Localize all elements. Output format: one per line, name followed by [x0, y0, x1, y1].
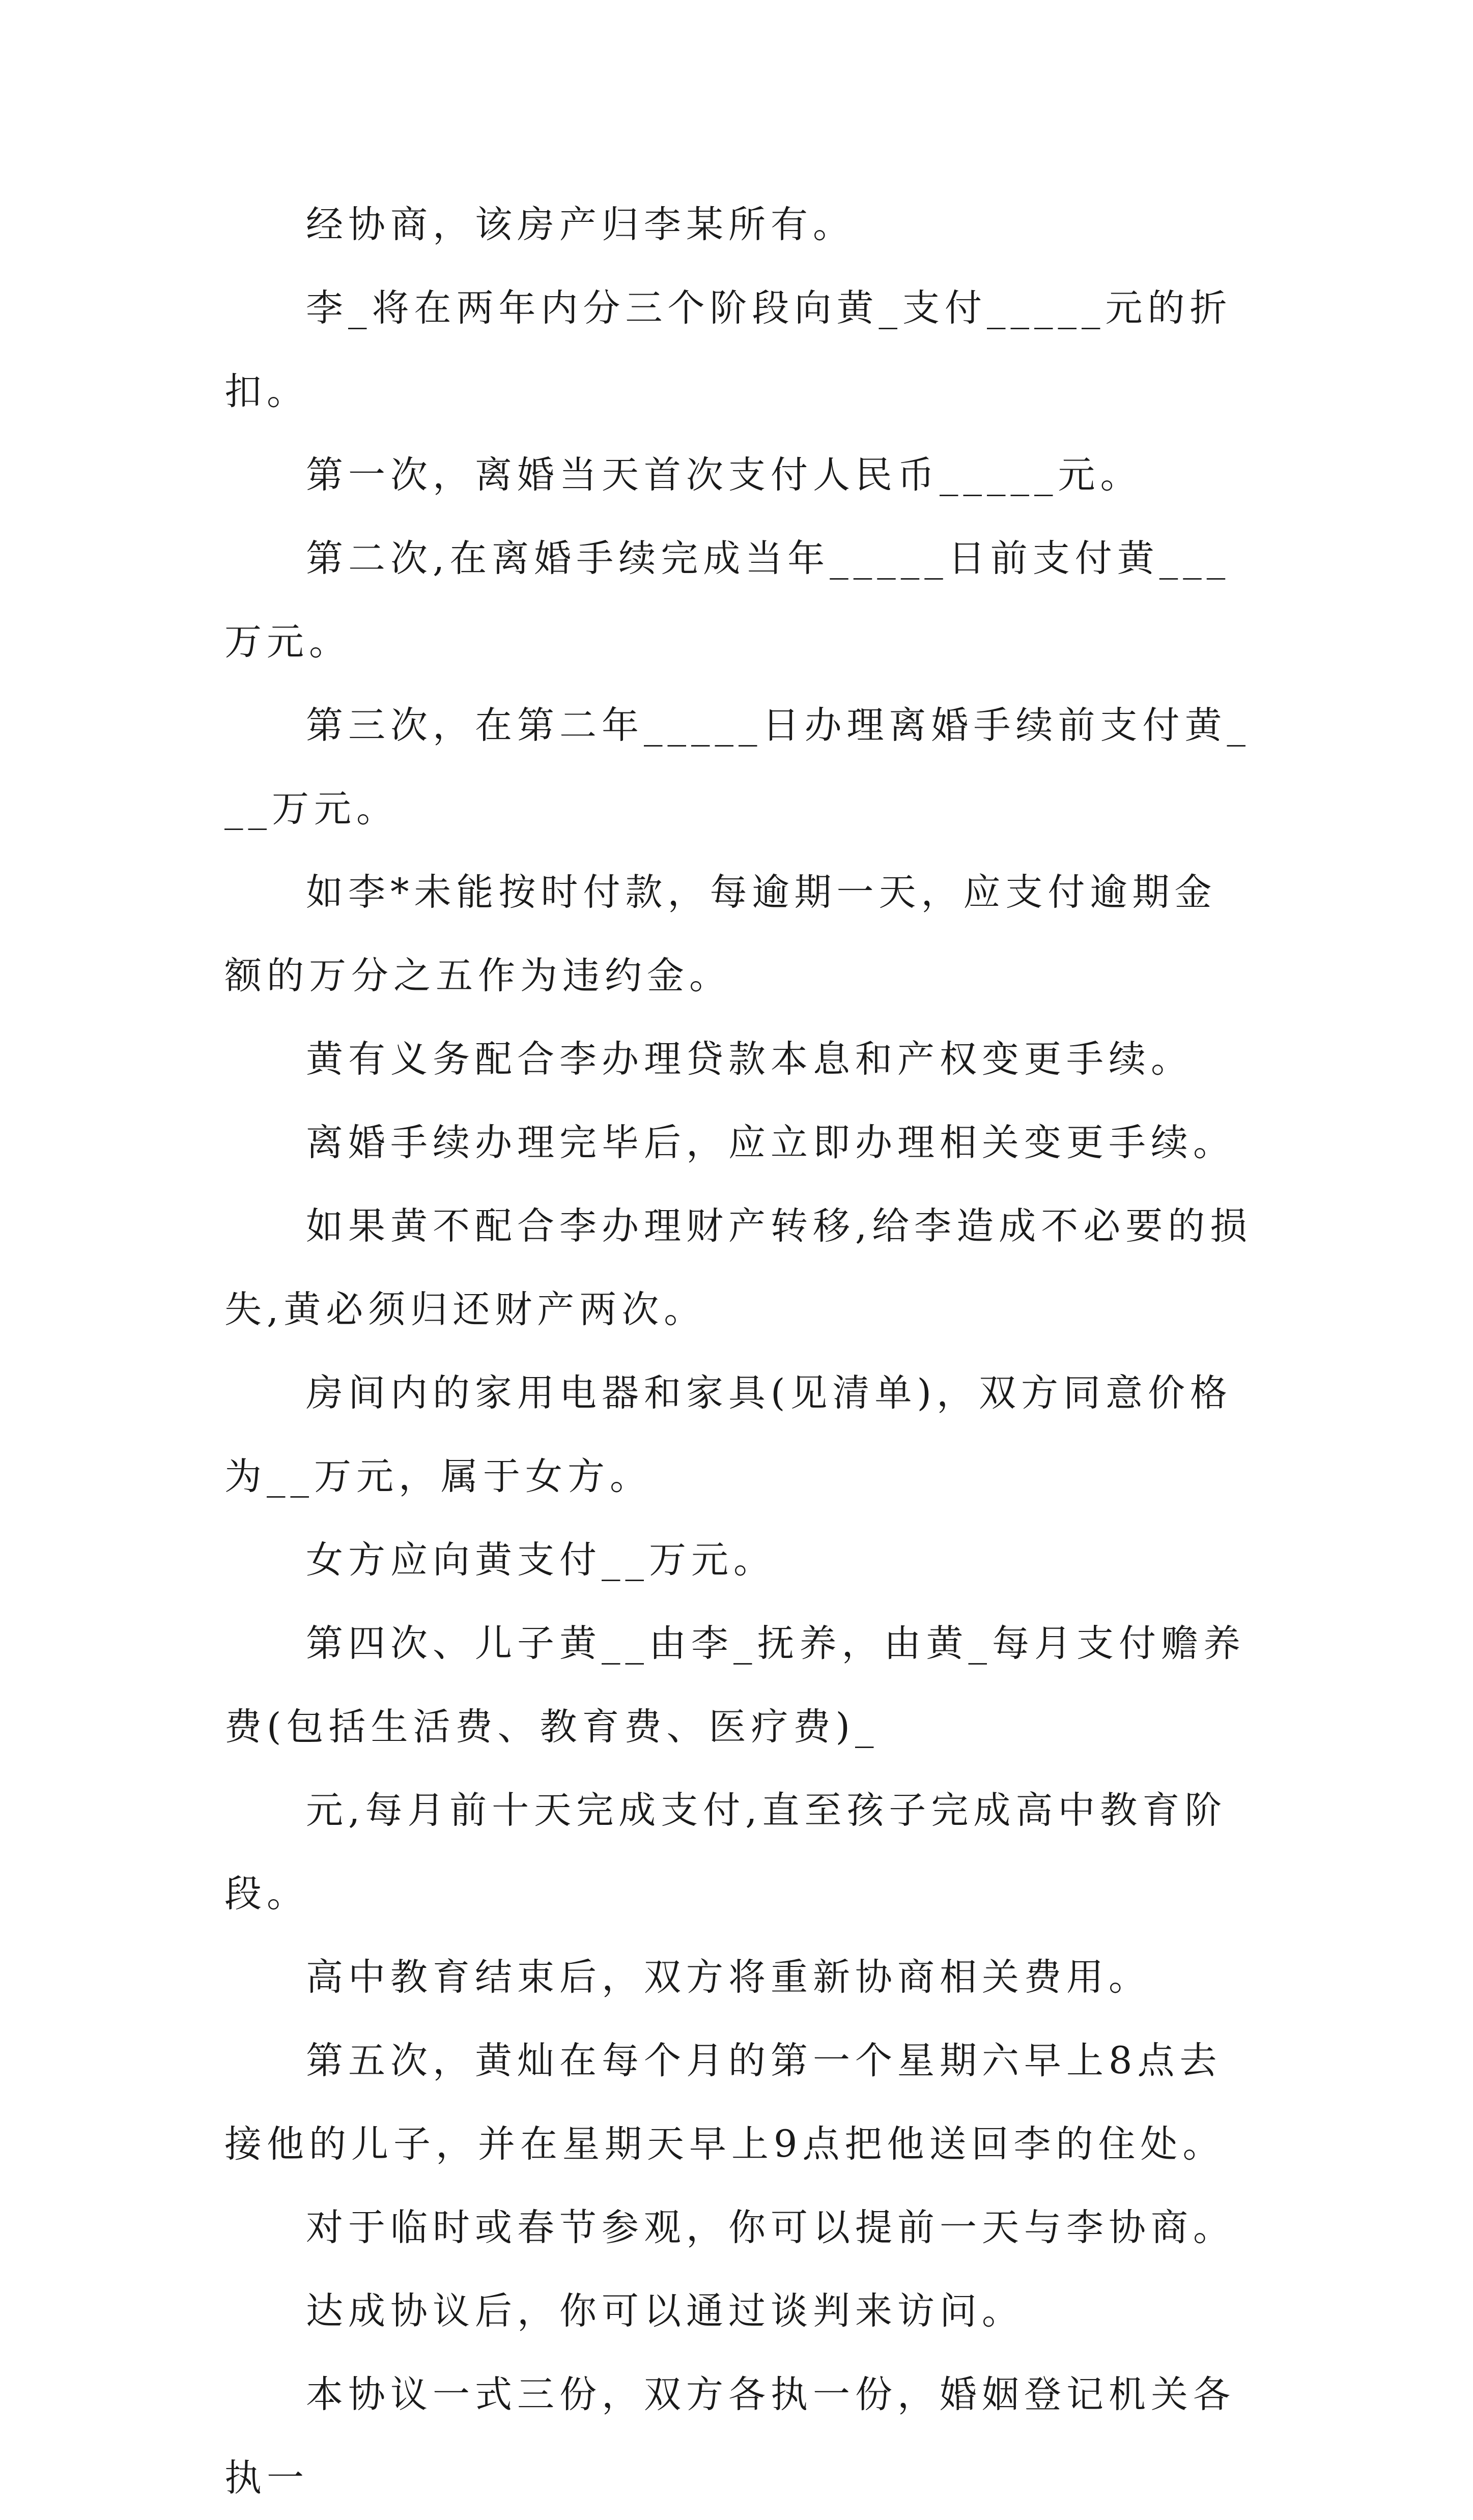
paragraph-female-payment: 女方应向黄支付__万元。 — [306, 1538, 776, 1582]
paragraph-appliances-furniture: 房间内的家用电器和家具(见清单)，双方同意价格为__万元，属于女方。 — [224, 1371, 1232, 1498]
paragraph-property-ownership: 经协商，该房产归李某所有。 — [306, 203, 855, 246]
paragraph-agreement-copies: 本协议一式三份，双方各执一份，婚姻登记机关各执一 — [224, 2373, 1235, 2500]
paragraph-loan-transfer-duty: 黄有义务配合李办理贷款本息和产权变更手续。 — [306, 1038, 1193, 1081]
paragraph-late-penalty: 如李*未能按时付款，每逾期一天，应支付逾期金额的万分之五作为违约金。 — [224, 871, 1217, 997]
paragraph-second-payment: 第二次,在离婚手续完成当年_____日前支付黄___万元。 — [224, 537, 1231, 664]
paragraph-change-procedure: 离婚手续办理完毕后，应立即办理相关变更手续。 — [306, 1121, 1235, 1164]
paragraph-payment-plan: 李_将在两年内分三个阶段向黄_支付_____元的折扣。 — [224, 287, 1232, 413]
paragraph-monthly-payment-term: 元,每月前十天完成支付,直至孩子完成高中教育阶段。 — [224, 1789, 1227, 1915]
paragraph-future-expenses: 高中教育结束后，双方将重新协商相关费用。 — [306, 1956, 1151, 1999]
document-body — [224, 183, 1258, 2520]
paragraph-holiday-visits: 对于临时或春节参观，你可以提前一天与李协商。 — [306, 2206, 1235, 2249]
paragraph-third-payment: 第三次，在第二年_____日办理离婚手续前支付黄___万元。 — [224, 704, 1251, 831]
paragraph-visitation-schedule: 第五次，黄灿在每个月的第一个星期六早上8点去接他的儿子，并在星期天早上9点把他送回李的住处。 — [224, 2039, 1225, 2166]
paragraph-first-payment: 第一次，离婚当天首次支付人民币_____元。 — [306, 453, 1143, 497]
paragraph-noncooperation-loss: 如果黄不配合李办理财产转移,给李造成不必要的损失,黄必须归还财产两次。 — [224, 1205, 1253, 1331]
paragraph-child-support: 第四次、儿子黄__由李_抚养，由黄_每月支付赡养费(包括生活费、教育费、医疗费)_ — [224, 1622, 1245, 1749]
paragraph-negotiated-visits: 达成协议后，你可以通过谈判来访问。 — [306, 2289, 1024, 2333]
